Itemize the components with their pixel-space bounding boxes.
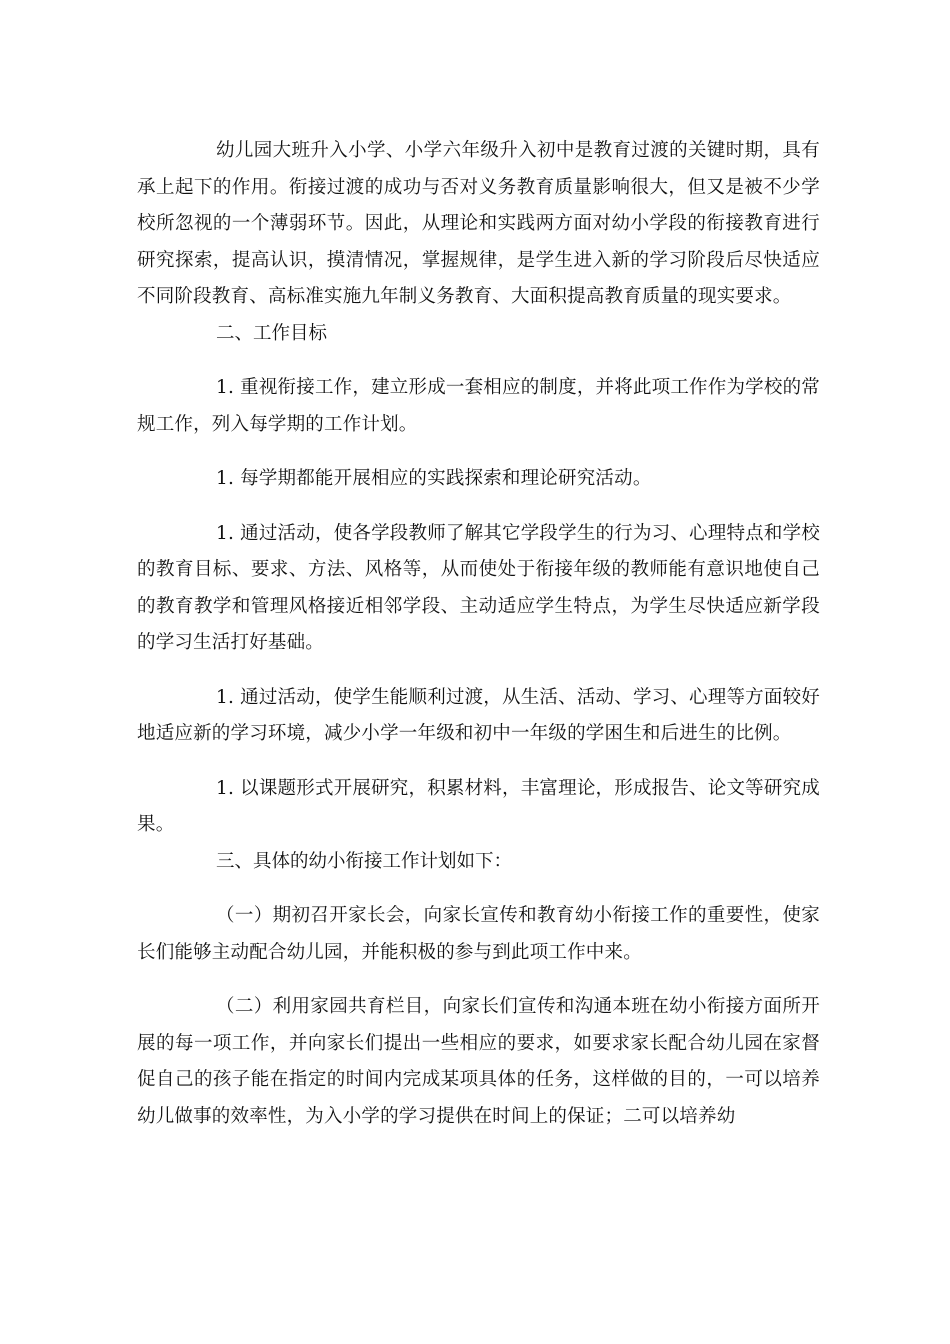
plan-item-2: （二）利用家园共育栏目，向家长们宣传和沟通本班在幼小衔接方面所开展的每一项工作，并向家长们提出一些相应的要求，如要求家长配合幼儿园在家督促自己的孩子能在指定的时间内完成某项具体的任务，这样做的目的，一可以培养幼儿做事的效率性，为入小学的学习提供在时间上的保证；二可以培养幼 <box>137 996 820 1127</box>
intro-paragraph: 幼儿园大班升入小学、小学六年级升入初中是教育过渡的关键时期，具有承上起下的作用。衔接过渡的成功与否对义务教育质量影响很大，但又是被不少学校所忽视的一个薄弱环节。因此，从理论和实践两方面对幼小学段的衔接教育进行研究探索，提高认识，摸清情况，掌握规律，是学生进入新的学习阶段后尽快适应不同阶段教育、高标准实施九年制义务教育、大面积提高教育质量的现实要求。 <box>137 140 820 307</box>
goal-item-3: 1. 通过活动，使各学段教师了解其它学段学生的行为习、心理特点和学校的教育目标、要求、方法、风格等，从而使处于衔接年级的教师能有意识地使自己的教育教学和管理风格接近相邻学段、主动适应学生特点，为学生尽快适应新学段的学习生活打好基础。 <box>137 522 820 653</box>
section-heading-work-goals: 二、工作目标 <box>216 322 328 344</box>
section-heading-plan: 三、具体的幼小衔接工作计划如下： <box>216 850 513 872</box>
goal-item-2: 1. 每学期都能开展相应的实践探索和理论研究活动。 <box>216 468 652 489</box>
document-body <box>137 133 820 1135</box>
goal-item-4: 1. 通过活动，使学生能顺利过渡，从生活、活动、学习、心理等方面较好地适应新的学习环境，减少小学一年级和初中一年级的学困生和后进生的比例。 <box>137 686 820 744</box>
goal-item-1: 1. 重视衔接工作，建立形成一套相应的制度，并将此项工作作为学校的常规工作，列入每学期的工作计划。 <box>137 377 820 435</box>
goal-item-5: 1. 以课题形式开展研究，积累材料，丰富理论，形成报告、论文等研究成果。 <box>137 777 820 835</box>
plan-item-1: （一）期初召开家长会，向家长宣传和教育幼小衔接工作的重要性，使家长们能够主动配合幼儿园，并能积极的参与到此项工作中来。 <box>137 905 820 963</box>
